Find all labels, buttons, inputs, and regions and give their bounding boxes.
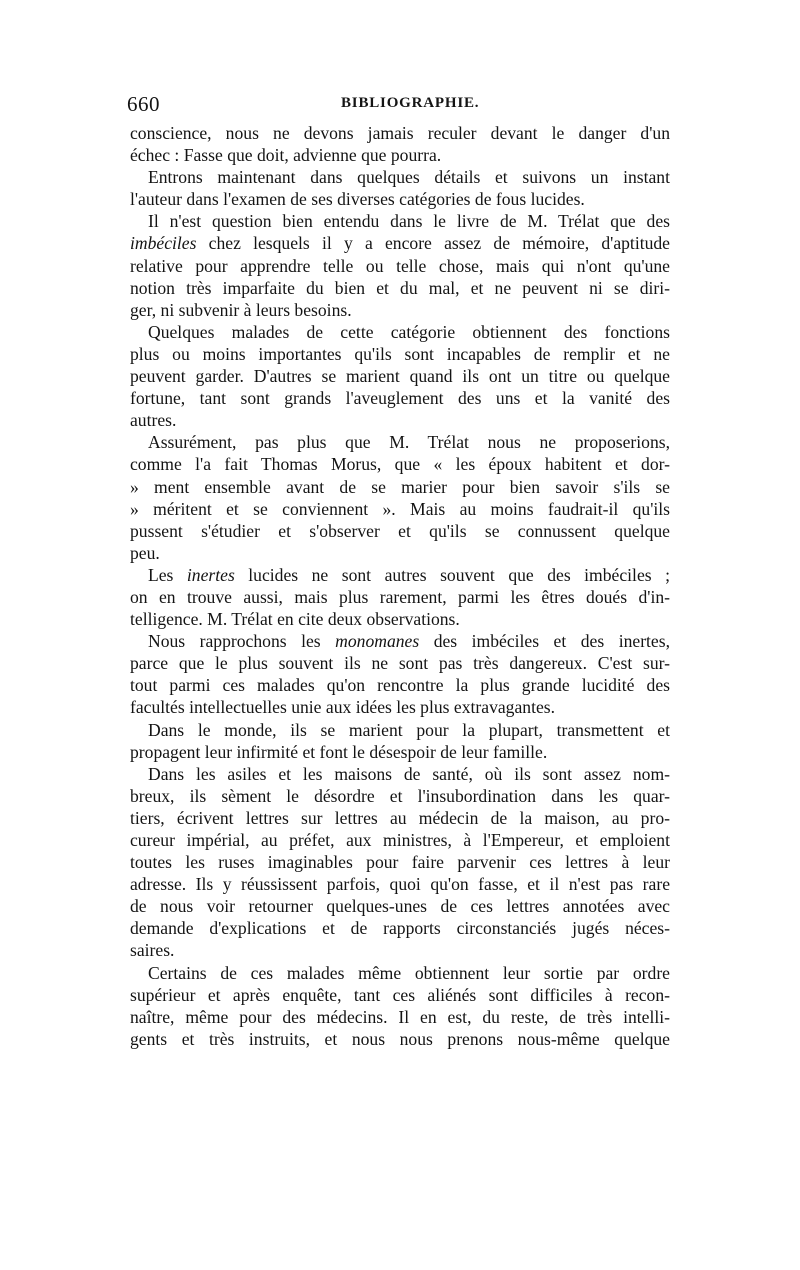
text-segment: de nous voir retourner quelques-unes de ces lettres annotées avec — [130, 896, 670, 917]
body-text — [130, 122, 670, 1050]
text-line — [130, 453, 670, 475]
paragraph — [130, 962, 670, 1050]
text-line — [130, 166, 670, 188]
text-line — [130, 188, 670, 210]
text-segment: Nous rapprochons les — [148, 631, 336, 652]
text-segment: propagent leur infirmité et font le désespoir de leur famille. — [130, 741, 548, 762]
italic-term: inertes — [186, 564, 235, 585]
paragraph — [130, 431, 670, 564]
text-line — [130, 917, 670, 939]
text-line — [130, 873, 670, 895]
text-line — [130, 476, 670, 498]
text-segment: autres. — [130, 410, 177, 431]
text-line — [130, 1028, 670, 1050]
text-line — [130, 851, 670, 873]
text-segment: peuvent garder. D'autres se marient quand ils ont un titre ou quelque — [130, 366, 670, 387]
text-line — [130, 674, 670, 696]
text-segment: cureur impérial, au préfet, aux ministres, à l'Empereur, et emploient — [130, 830, 670, 850]
running-head: BIBLIOGRAPHIE. — [341, 95, 480, 111]
text-line — [130, 122, 670, 144]
text-segment: l'auteur dans l'examen de ses diverses catégories de fous lucides. — [130, 189, 585, 210]
text-line — [130, 365, 670, 387]
text-segment: Dans les asiles et les maisons de santé, où ils sont assez nom- — [148, 763, 670, 784]
text-segment: Il n'est question bien entendu dans le livre de M. Trélat que des — [148, 211, 670, 232]
text-segment: des imbéciles et des inertes, — [419, 631, 670, 652]
paragraph — [130, 763, 670, 962]
text-segment: supérieur et après enquête, tant ces aliénés sont difficiles à recon- — [130, 984, 670, 1005]
text-line — [130, 498, 670, 520]
text-segment: Quelques malades de cette catégorie obtiennent des fonctions — [148, 321, 670, 342]
text-segment: Les — [148, 564, 187, 585]
text-line — [130, 696, 670, 718]
text-line — [130, 785, 670, 807]
text-line — [130, 431, 670, 453]
text-segment: saires. — [130, 940, 175, 961]
text-line — [130, 1006, 670, 1028]
text-segment: chez lesquels il y a encore assez de mémoire, d'aptitude — [196, 233, 670, 254]
text-line — [130, 829, 670, 851]
text-segment: parce que le plus souvent ils ne sont pas très dangereux. C'est sur- — [130, 653, 670, 674]
text-segment: naître, même pour des médecins. Il en est, du reste, de très intelli- — [130, 1006, 670, 1027]
text-segment: gents et très instruits, et nous nous prenons nous-même quelque — [130, 1028, 670, 1049]
text-line — [130, 299, 670, 321]
text-segment: Entrons maintenant dans quelques détails et suivons un instant — [148, 167, 670, 188]
text-line — [130, 520, 670, 542]
text-line — [130, 255, 670, 277]
text-line — [130, 984, 670, 1006]
text-line — [130, 321, 670, 343]
text-line — [130, 564, 670, 586]
text-line — [130, 387, 670, 409]
text-segment: on en trouve aussi, mais plus rarement, parmi les êtres doués d'in- — [130, 586, 670, 607]
text-segment: » méritent et se conviennent ». Mais au moins faudrait-il qu'ils — [130, 498, 670, 519]
italic-term: monomanes — [335, 631, 420, 652]
text-segment: toutes les ruses imaginables pour faire parvenir ces lettres à leur — [130, 852, 670, 873]
text-segment: peu. — [130, 542, 160, 563]
text-line — [130, 652, 670, 674]
text-line — [130, 895, 670, 917]
text-line — [130, 343, 670, 365]
text-segment: tout parmi ces malades qu'on rencontre la plus grande lucidité des — [130, 675, 670, 696]
text-line — [130, 741, 670, 763]
paragraph — [130, 564, 670, 630]
text-segment: tiers, écrivent lettres sur lettres au médecin de la maison, au pro- — [130, 807, 670, 828]
text-segment: plus ou moins importantes qu'ils sont incapables de remplir et ne — [130, 343, 670, 364]
text-segment: breux, ils sèment le désordre et l'insubordination dans les quar- — [130, 785, 670, 806]
text-line — [130, 763, 670, 785]
text-line — [130, 210, 670, 232]
text-line — [130, 719, 670, 741]
text-segment: Dans le monde, ils se marient pour la plupart, transmettent et — [148, 719, 670, 740]
book-page — [127, 92, 670, 1050]
paragraph — [130, 719, 670, 763]
text-segment: facultés intellectuelles unie aux idées les plus extravagantes. — [130, 697, 556, 718]
paragraph — [130, 166, 670, 210]
text-segment: demande d'explications et de rapports circonstanciés jugés néces- — [130, 918, 670, 939]
text-segment: échec : Fasse que doit, advienne que pourra. — [130, 145, 442, 166]
text-segment: notion très imparfaite du bien et du mal, et ne peuvent ni se diri- — [130, 277, 670, 298]
paragraph — [130, 321, 670, 431]
paragraph — [130, 630, 670, 718]
text-segment: conscience, nous ne devons jamais reculer devant le danger d'un — [130, 123, 670, 143]
text-line — [130, 277, 670, 299]
page-header — [127, 92, 670, 122]
text-segment: lucides ne sont autres souvent que des imbéciles ; — [234, 564, 670, 585]
text-line — [130, 409, 670, 431]
paragraph — [130, 122, 670, 166]
italic-term: imbéciles — [130, 233, 197, 254]
text-segment: adresse. Ils y réussissent parfois, quoi qu'on fasse, et il n'est pas rare — [130, 874, 670, 895]
text-segment: comme l'a fait Thomas Morus, que « les époux habitent et dor- — [130, 454, 670, 475]
text-line — [130, 807, 670, 829]
paragraph — [130, 210, 670, 320]
text-segment: telligence. M. Trélat en cite deux observations. — [130, 609, 460, 630]
text-segment: » ment ensemble avant de se marier pour bien savoir s'ils se — [130, 476, 670, 497]
text-line — [130, 630, 670, 652]
text-segment: ger, ni subvenir à leurs besoins. — [130, 299, 352, 320]
text-segment: relative pour apprendre telle ou telle chose, mais qui n'ont qu'une — [130, 255, 670, 276]
text-line — [130, 962, 670, 984]
text-segment: Certains de ces malades même obtiennent leur sortie par ordre — [148, 962, 670, 983]
text-line — [130, 586, 670, 608]
text-line — [130, 939, 670, 961]
text-line — [130, 144, 670, 166]
text-line — [130, 542, 670, 564]
text-line — [130, 232, 670, 254]
page-number: 660 — [127, 92, 160, 116]
text-segment: Assurément, pas plus que M. Trélat nous ne proposerions, — [148, 432, 670, 453]
text-line — [130, 608, 670, 630]
text-segment: pussent s'étudier et s'observer et qu'ils se connussent quelque — [130, 520, 670, 541]
text-segment: fortune, tant sont grands l'aveuglement des uns et la vanité des — [130, 388, 670, 409]
